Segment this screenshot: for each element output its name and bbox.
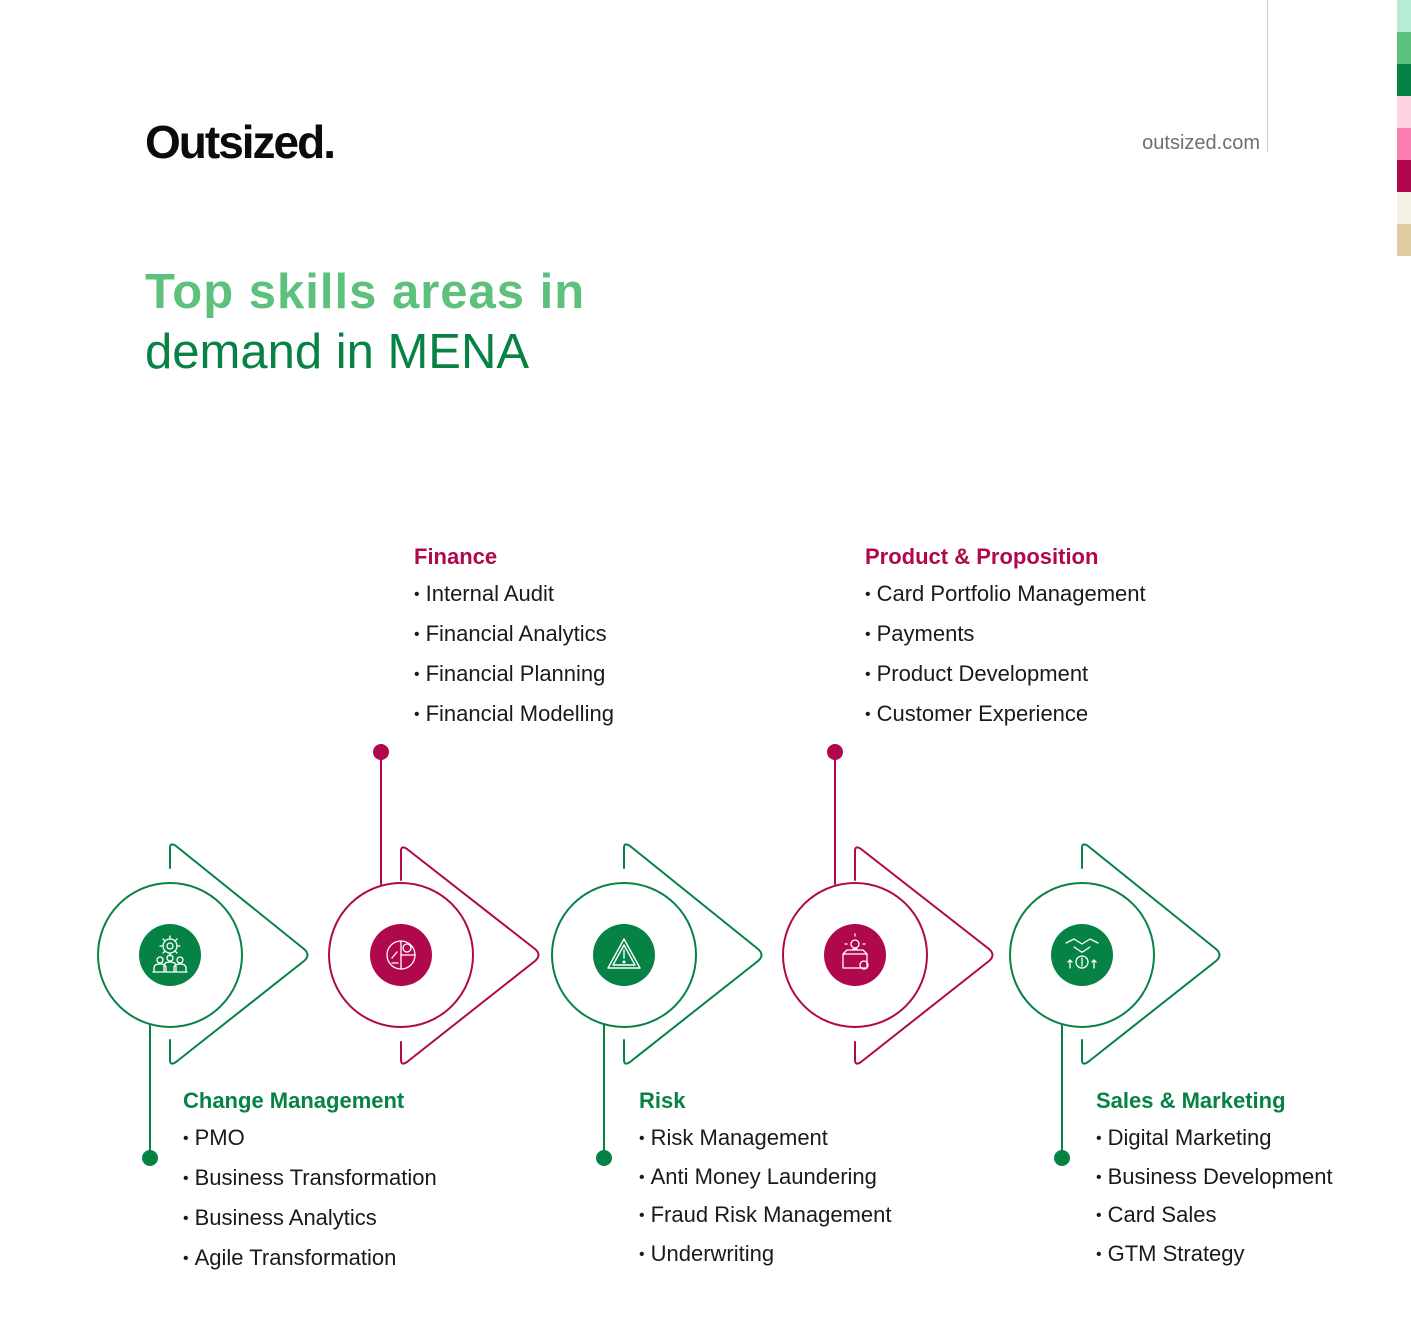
skill-item: • Financial Analytics bbox=[414, 621, 614, 648]
skill-item: • Agile Transformation bbox=[183, 1245, 437, 1272]
connector-dot bbox=[373, 744, 389, 760]
skill-item: • Business Analytics bbox=[183, 1205, 437, 1232]
skill-item: • Product Development bbox=[865, 661, 1146, 688]
skill-item: • Payments bbox=[865, 621, 1146, 648]
skill-item: • Card Sales bbox=[1096, 1202, 1333, 1229]
skill-item: • Card Portfolio Management bbox=[865, 581, 1146, 608]
skill-title: Finance bbox=[414, 544, 498, 569]
node-finance bbox=[329, 744, 539, 1064]
website-url[interactable]: outsized.com bbox=[1142, 132, 1260, 154]
skill-item: • Anti Money Laundering bbox=[639, 1164, 892, 1191]
skill-list bbox=[1096, 1125, 1333, 1268]
skill-title: Change Management bbox=[183, 1088, 405, 1113]
skill-list bbox=[639, 1125, 892, 1268]
skill-block-risk bbox=[639, 1087, 892, 1279]
skill-item: • Business Development bbox=[1096, 1164, 1333, 1191]
outsized-logo: Outsized. bbox=[145, 116, 335, 168]
skill-title: Risk bbox=[639, 1088, 686, 1113]
skill-item: • Fraud Risk Management bbox=[639, 1202, 892, 1229]
skill-item: • Customer Experience bbox=[865, 701, 1146, 728]
skill-item: • Risk Management bbox=[639, 1125, 892, 1152]
connector-dot bbox=[827, 744, 843, 760]
skill-title: Product & Proposition bbox=[865, 544, 1099, 569]
headline-line-1: Top skills areas in bbox=[145, 265, 586, 319]
skill-item: • Financial Modelling bbox=[414, 701, 614, 728]
connector-dot bbox=[596, 1150, 612, 1166]
icon-badge bbox=[1051, 924, 1113, 986]
skill-block-sales-marketing bbox=[1096, 1087, 1333, 1279]
skill-item: • Underwriting bbox=[639, 1241, 892, 1268]
skill-block-change-management bbox=[183, 1087, 437, 1285]
connector-dot bbox=[142, 1150, 158, 1166]
node-product-proposition bbox=[783, 744, 993, 1064]
skill-item: • Internal Audit bbox=[414, 581, 614, 608]
skill-block-product-proposition bbox=[865, 543, 1146, 741]
skill-list bbox=[865, 581, 1146, 728]
skill-item: • Digital Marketing bbox=[1096, 1125, 1333, 1152]
skill-item: • GTM Strategy bbox=[1096, 1241, 1333, 1268]
skill-item: • Business Transformation bbox=[183, 1165, 437, 1192]
icon-badge bbox=[824, 924, 886, 986]
connector-dot bbox=[1054, 1150, 1070, 1166]
skill-item: • PMO bbox=[183, 1125, 437, 1152]
skill-list bbox=[414, 581, 614, 728]
skill-item: • Financial Planning bbox=[414, 661, 614, 688]
skill-block-finance bbox=[414, 543, 614, 741]
skill-list bbox=[183, 1125, 437, 1272]
skill-title: Sales & Marketing bbox=[1096, 1088, 1286, 1113]
headline-line-2: demand in MENA bbox=[145, 325, 530, 379]
